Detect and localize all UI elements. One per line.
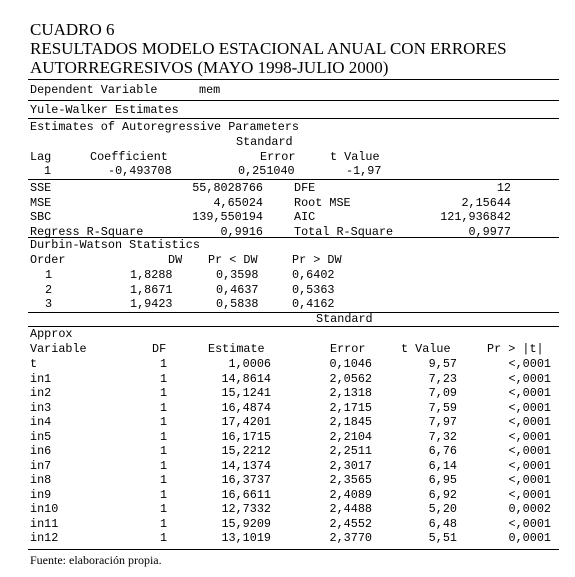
- param-variable: in12: [30, 531, 59, 545]
- param-estimate: 14,8614: [221, 371, 271, 386]
- fit-label: DFE: [294, 181, 316, 195]
- dw-dw-header: DW: [168, 253, 183, 267]
- params-t-header: t Value: [401, 342, 451, 356]
- param-error: 2,4488: [329, 502, 372, 516]
- params-standard-row: [30, 312, 373, 327]
- param-df: 1: [160, 516, 168, 531]
- fit-value: 139,550194: [192, 210, 263, 224]
- param-p-value: <,0001: [508, 371, 551, 386]
- divider: [28, 326, 559, 327]
- fit-label: Regress R-Square: [30, 224, 144, 239]
- dw-dw-value: 1,9423: [130, 297, 173, 311]
- dw-dw-value: 1,8288: [130, 268, 173, 282]
- param-error: 2,4089: [329, 487, 372, 502]
- param-p-value: <,0001: [508, 415, 551, 429]
- fit-label: Total R-Square: [294, 224, 394, 239]
- ar-lag-value: 1: [44, 164, 52, 178]
- divider: [28, 312, 559, 313]
- param-p-value: <,0001: [508, 458, 551, 473]
- param-variable: in6: [30, 444, 52, 458]
- param-df: 1: [160, 458, 168, 473]
- param-variable: in10: [30, 502, 59, 516]
- param-t-value: 7,97: [428, 415, 457, 429]
- params-variable-header: Variable: [30, 342, 87, 356]
- ar-t-value: -1,97: [346, 164, 382, 178]
- table-number: CUADRO 6: [30, 20, 115, 39]
- yule-walker-text: Yule-Walker Estimates: [30, 103, 179, 117]
- fit-value: 0,9916: [220, 224, 263, 239]
- dw-prg-value: 0,6402: [292, 268, 335, 282]
- params-header-row: [30, 342, 544, 357]
- table-title-line-1: RESULTADOS MODELO ESTACIONAL ANUAL CON ERRORES: [30, 39, 507, 58]
- param-estimate: 12,7332: [221, 502, 271, 516]
- param-t-value: 6,76: [428, 444, 457, 458]
- param-t-value: 7,32: [428, 429, 457, 444]
- param-t-value: 9,57: [428, 357, 457, 371]
- divider: [28, 549, 559, 550]
- dw-dw-value: 1,8671: [130, 282, 173, 297]
- ar-data-row: [30, 164, 382, 179]
- param-t-value: 6,95: [428, 473, 457, 487]
- param-estimate: 15,1241: [221, 386, 271, 400]
- param-estimate: 15,2212: [221, 444, 271, 458]
- ar-heading-text: Estimates of Autoregressive Parameters: [30, 120, 300, 134]
- dw-order-value: 1: [45, 268, 53, 282]
- fit-label: SSE: [30, 181, 52, 195]
- param-variable: in8: [30, 473, 52, 487]
- param-error: 2,2104: [329, 429, 372, 444]
- param-df: 1: [160, 531, 168, 545]
- dw-header-row: [30, 253, 342, 268]
- param-df: 1: [160, 415, 168, 429]
- param-estimate: 13,1019: [221, 531, 271, 545]
- divider: [28, 179, 559, 180]
- dependent-variable-value: mem: [199, 83, 221, 97]
- dw-prl-value: 0,5838: [216, 297, 259, 311]
- param-t-value: 5,51: [428, 531, 457, 545]
- param-error: 2,0562: [329, 371, 372, 386]
- param-error: 2,2511: [329, 444, 372, 458]
- param-df: 1: [160, 502, 168, 516]
- fit-value: 0,9977: [468, 224, 511, 239]
- param-estimate: 16,6611: [221, 487, 271, 502]
- param-df: 1: [160, 444, 168, 458]
- param-variable: in5: [30, 429, 52, 444]
- dependent-variable-row: [30, 83, 221, 98]
- dw-order-value: 2: [45, 282, 53, 297]
- param-p-value: <,0001: [508, 357, 551, 371]
- dw-prg-value: 0,4162: [292, 297, 335, 311]
- param-t-value: 7,59: [428, 400, 457, 415]
- param-variable: in2: [30, 386, 52, 400]
- dw-prl-header: Pr < DW: [208, 253, 258, 267]
- dw-order-value: 3: [45, 297, 53, 311]
- param-p-value: <,0001: [508, 487, 551, 502]
- param-variable: t: [30, 357, 38, 371]
- yule-walker-heading: [30, 103, 179, 118]
- dw-heading-text: Durbin-Watson Statistics: [30, 238, 200, 252]
- fit-label: AIC: [294, 210, 316, 224]
- param-variable: in7: [30, 458, 52, 473]
- fit-value: 2,15644: [461, 195, 511, 210]
- param-error: 2,4552: [329, 516, 372, 531]
- ar-header-row: [30, 150, 380, 165]
- params-approx-row: [30, 327, 73, 342]
- param-p-value: 0,0001: [508, 531, 551, 545]
- param-variable: in11: [30, 516, 59, 531]
- source-note: Fuente: elaboración propia.: [30, 553, 162, 567]
- params-error-header: Error: [330, 342, 366, 356]
- param-p-value: <,0001: [508, 473, 551, 487]
- param-t-value: 7,09: [428, 386, 457, 400]
- param-error: 2,1715: [329, 400, 372, 415]
- params-p-header: Pr > |t|: [487, 342, 544, 356]
- params-df-header: DF: [152, 342, 167, 356]
- param-error: 2,3770: [329, 531, 372, 545]
- param-p-value: <,0001: [508, 444, 551, 458]
- fit-value: 121,936842: [440, 210, 511, 224]
- param-t-value: 5,20: [428, 502, 457, 516]
- param-error: 0,1046: [329, 357, 372, 371]
- dw-order-header: Order: [30, 253, 66, 267]
- params-approx-label: Approx: [30, 327, 73, 341]
- fit-label: SBC: [30, 210, 52, 224]
- ar-heading: [30, 120, 300, 135]
- ar-lag-header: Lag: [30, 150, 52, 164]
- param-estimate: 1,0006: [228, 357, 271, 371]
- ar-t-header: t Value: [330, 150, 380, 164]
- fit-value: 12: [496, 181, 511, 195]
- param-df: 1: [160, 429, 168, 444]
- param-estimate: 17,4201: [221, 415, 271, 429]
- param-estimate: 14,1374: [221, 458, 271, 473]
- param-t-value: 7,23: [428, 371, 457, 386]
- param-t-value: 6,48: [428, 516, 457, 531]
- param-variable: in3: [30, 400, 52, 415]
- ar-error-header: Error: [260, 150, 296, 164]
- ar-coefficient-header: Coefficient: [90, 150, 168, 164]
- divider: [28, 100, 559, 101]
- param-df: 1: [160, 400, 168, 415]
- param-estimate: 16,3737: [221, 473, 271, 487]
- param-p-value: <,0001: [508, 400, 551, 415]
- params-estimate-header: Estimate: [208, 342, 265, 356]
- fit-value: 4,65024: [213, 195, 263, 210]
- divider: [28, 118, 559, 119]
- params-standard-label: Standard: [316, 312, 373, 326]
- param-estimate: 16,4874: [221, 400, 271, 415]
- param-variable: in9: [30, 487, 52, 502]
- fit-label: MSE: [30, 195, 52, 210]
- param-df: 1: [160, 487, 168, 502]
- param-df: 1: [160, 371, 168, 386]
- param-p-value: <,0001: [508, 386, 551, 400]
- param-df: 1: [160, 357, 168, 371]
- dw-prg-header: Pr > DW: [292, 253, 342, 267]
- param-variable: in1: [30, 371, 52, 386]
- param-p-value: <,0001: [508, 429, 551, 444]
- dw-heading: [30, 238, 200, 253]
- param-t-value: 6,92: [428, 487, 457, 502]
- param-estimate: 15,9209: [221, 516, 271, 531]
- param-p-value: <,0001: [508, 516, 551, 531]
- ar-standard-label: Standard: [236, 135, 293, 149]
- dw-prl-value: 0,4637: [216, 282, 259, 297]
- dw-prl-value: 0,3598: [216, 268, 259, 282]
- fit-label: Root MSE: [294, 195, 351, 210]
- param-error: 2,3565: [329, 473, 372, 487]
- param-error: 2,1318: [329, 386, 372, 400]
- param-p-value: 0,0002: [508, 502, 551, 516]
- param-df: 1: [160, 473, 168, 487]
- table-title: [30, 20, 507, 77]
- param-variable: in4: [30, 415, 52, 429]
- param-error: 2,1845: [329, 415, 372, 429]
- ar-coefficient-value: -0,493708: [108, 164, 172, 178]
- fit-value: 55,8028766: [192, 181, 263, 195]
- table-title-line-2: AUTORREGRESIVOS (MAYO 1998-JULIO 2000): [30, 58, 389, 77]
- dependent-variable-label: Dependent Variable: [30, 83, 158, 97]
- ar-error-value: 0,251040: [238, 164, 295, 178]
- param-estimate: 16,1715: [221, 429, 271, 444]
- divider: [28, 79, 559, 80]
- dw-prg-value: 0,5363: [292, 282, 335, 297]
- param-error: 2,3017: [329, 458, 372, 473]
- param-df: 1: [160, 386, 168, 400]
- ar-standard-row: [30, 135, 293, 150]
- param-t-value: 6,14: [428, 458, 457, 473]
